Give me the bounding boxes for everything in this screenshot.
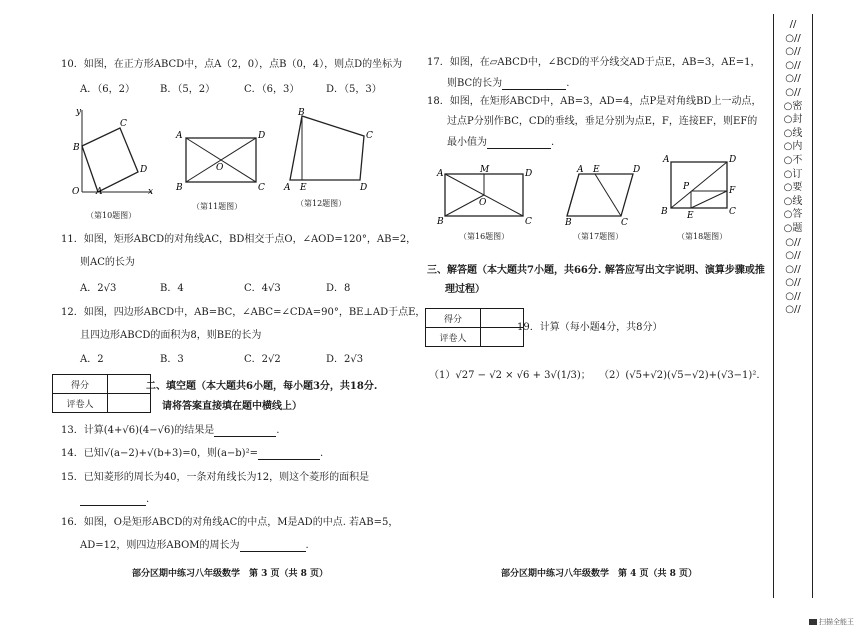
fig10-label-d: D: [140, 165, 148, 175]
score-value-cell[interactable]: [108, 375, 151, 394]
fig18-label-d: D: [729, 155, 737, 165]
qr-icon: [809, 619, 817, 625]
q18-period: .: [551, 137, 555, 148]
fig12-label-d: D: [360, 183, 368, 192]
q16-stem: AD=12，则四边形ABOM的周长为: [80, 540, 240, 551]
fig18-label-b: B: [661, 207, 668, 217]
figure-10: [68, 102, 158, 198]
watermark-text: 扫描全能王: [819, 618, 854, 626]
score-table-right: [425, 308, 524, 347]
fig10-label-a: A: [96, 187, 103, 197]
grader-value-cell[interactable]: [108, 394, 151, 413]
q19-title: 19．计算（每小题4分，共8分）: [517, 322, 663, 333]
fig18-label-f: F: [729, 186, 736, 196]
scanner-watermark: [809, 617, 854, 627]
fig10-label-o: O: [72, 187, 80, 197]
q10-option-c: C．（6，3）: [244, 84, 300, 95]
q19-part1: （1）√27 − √2 × √6 + 3√(1/3)；: [429, 370, 591, 381]
figure-12: [282, 106, 378, 192]
q18-line2: 过点P分别作BC，CD的垂线，垂足分别为点E，F，连接EF，则EF的: [447, 116, 758, 127]
binding-margin: [773, 14, 813, 598]
fig18-label-a: A: [663, 155, 670, 165]
q17-period: .: [566, 78, 570, 89]
fig16-label-c: C: [525, 217, 532, 226]
q12-line2: 且四边形ABCD的面积为8，则BE的长为: [80, 330, 262, 341]
fig16-label-m: M: [480, 165, 490, 175]
q18-answer-blank[interactable]: [487, 138, 551, 149]
q16-answer-blank[interactable]: [240, 541, 306, 552]
q12-option-a: A．2: [80, 354, 104, 365]
score-label: 得分: [426, 309, 481, 328]
binding-text: //○//○//○//○//○//○密○封○线○内○不○订○要○线○答○题○//○//○//○//○//○//: [783, 19, 803, 316]
left-page: [0, 0, 426, 631]
q16-line2: [80, 539, 309, 552]
fig16-label-b: B: [437, 217, 444, 226]
fig18-caption: （第18题图）: [677, 232, 728, 241]
fig17-label-d: D: [633, 165, 641, 175]
section2-title: 二、填空题（本大题共6小题，每小题3分，共18分.: [146, 381, 378, 392]
fig11-label-b: B: [176, 183, 183, 192]
fig17-caption: （第17题图）: [573, 232, 624, 241]
q10-option-d: D．（5，3）: [326, 84, 382, 95]
q11-option-d: D．8: [326, 283, 351, 294]
q15-line1: 15．已知菱形的周长为40，一条对角线长为12，则这个菱形的面积是: [61, 472, 370, 483]
fig12-label-a: A: [284, 183, 291, 192]
q15-answer-blank[interactable]: [80, 495, 146, 506]
q18-stem: 最小值为: [447, 137, 487, 148]
fig12-caption: （第12题图）: [296, 199, 347, 208]
q14-period: .: [319, 448, 324, 459]
figure-16: [435, 162, 535, 226]
grader-label: 评卷人: [426, 328, 481, 347]
fig17-label-b: B: [565, 218, 572, 226]
q17-answer-blank[interactable]: [502, 79, 566, 90]
fig16-label-a: A: [437, 169, 444, 179]
q14-text: [61, 447, 323, 460]
q14-answer-blank[interactable]: [258, 449, 320, 460]
q14-stem: 14．已知√(a−2)+√(b+3)=0，则(a−b)²=: [61, 448, 258, 459]
fig17-label-e: E: [593, 165, 600, 175]
section2-instruction: 请将答案直接填在题中横线上）: [162, 401, 302, 412]
fig16-label-o: O: [479, 198, 487, 208]
fig10-caption: （第10题图）: [86, 211, 137, 220]
q12-option-c: C．2√2: [244, 354, 281, 365]
q10-option-b: B．（5，2）: [160, 84, 216, 95]
q11-line2: 则AC的长为: [80, 257, 135, 268]
fig18-label-e: E: [687, 211, 694, 220]
fig12-label-c: C: [366, 131, 373, 141]
figure-17: [565, 162, 645, 226]
fig18-label-c: C: [729, 207, 736, 217]
q13-period: .: [276, 425, 280, 436]
q11-line1: 11．如图，矩形ABCD的对角线AC，BD相交于点O，∠AOD=120°，AB=2，: [61, 234, 417, 245]
q11-option-a: A．2√3: [80, 283, 117, 294]
fig12-label-b: B: [298, 108, 305, 118]
q12-option-b: B．3: [160, 354, 184, 365]
fig10-label-c: C: [120, 119, 127, 129]
q16-line1: 16．如图，O是矩形ABCD的对角线AC的中点，M是AD的中点. 若AB=5，: [61, 517, 399, 528]
fig16-label-d: D: [525, 169, 533, 179]
fig12-label-e: E: [300, 183, 307, 192]
right-page: [415, 0, 765, 631]
fig11-caption: （第11题图）: [192, 202, 243, 211]
q10-stem: 10．如图，在正方形ABCD中，点A（2，0），点B（0，4），则点D的坐标为: [61, 59, 403, 70]
fig18-label-p: P: [683, 182, 690, 192]
q11-option-c: C．4√3: [244, 283, 281, 294]
fig17-label-a: A: [577, 165, 584, 175]
section3-instruction: 理过程）: [445, 284, 485, 295]
q10-option-a: A．（6，2）: [80, 84, 135, 95]
q11-option-b: B．4: [160, 283, 184, 294]
q18-line1: 18．如图，在矩形ABCD中，AB=3，AD=4，点P是对角线BD上一动点，: [427, 96, 762, 107]
fig11-label-c: C: [258, 183, 265, 192]
grader-label: 评卷人: [53, 394, 108, 413]
q17-line2: [447, 77, 569, 90]
score-table-left: [52, 374, 151, 413]
fig10-label-b: B: [73, 143, 80, 153]
q13-stem: 13．计算(4+√6)(4−√6)的结果是: [61, 425, 215, 436]
fig10-label-y: y: [76, 107, 82, 117]
q12-line1: 12．如图，四边形ABCD中，AB=BC，∠ABC=∠CDA=90°，BE⊥AD于点E，: [61, 307, 426, 318]
q13-text: [61, 424, 279, 437]
q15-period: .: [146, 494, 150, 505]
fig17-label-c: C: [621, 218, 628, 226]
fig11-label-a: A: [176, 131, 183, 141]
page-3-footer: 部分区期中练习八年级数学 第 3 页（共 8 页）: [132, 569, 329, 579]
section3-title: 三、解答题（本大题共7小题，共66分. 解答应写出文字说明、演算步骤或推: [427, 265, 765, 276]
q17-stem: 则BC的长为: [447, 78, 503, 89]
figure-11: [174, 126, 266, 192]
q12-option-d: D．2√3: [326, 354, 364, 365]
q17-line1: 17．如图，在▱ABCD中，∠BCD的平分线交AD于点E，AB=3，AE=1，: [427, 57, 761, 68]
figure-18: [659, 152, 739, 220]
q13-answer-blank[interactable]: [214, 426, 276, 437]
fig11-label-d: D: [258, 131, 266, 141]
fig11-label-o: O: [216, 163, 224, 173]
q15-line2: [80, 493, 149, 506]
q18-line3: [447, 136, 554, 149]
page-4-footer: 部分区期中练习八年级数学 第 4 页（共 8 页）: [501, 569, 698, 579]
q16-period: .: [305, 540, 309, 551]
score-label: 得分: [53, 375, 108, 394]
fig10-label-x: x: [148, 187, 154, 197]
fig16-caption: （第16题图）: [459, 232, 510, 241]
q19-part2: （2）(√5+√2)(√5−√2)+(√3−1)².: [599, 370, 760, 381]
